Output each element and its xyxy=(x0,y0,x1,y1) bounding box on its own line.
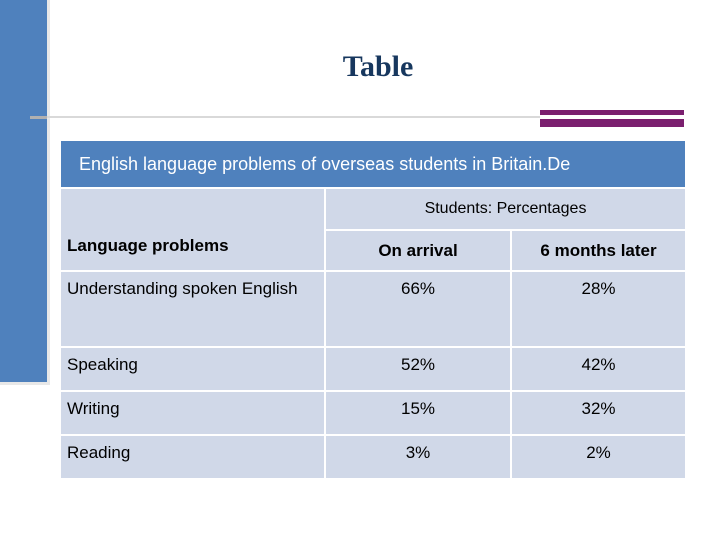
cell-six-months: 32% xyxy=(511,391,686,435)
cell-on-arrival: 3% xyxy=(325,435,511,479)
table-caption: English language problems of overseas students in Britain.De xyxy=(60,140,686,188)
cell-on-arrival: 66% xyxy=(325,271,511,347)
table-row xyxy=(60,271,686,347)
cell-six-months: 42% xyxy=(511,347,686,391)
cell-six-months: 2% xyxy=(511,435,686,479)
title-divider-gray-start xyxy=(30,116,47,119)
cell-six-months: 28% xyxy=(511,271,686,347)
cell-on-arrival: 52% xyxy=(325,347,511,391)
row-label: Writing xyxy=(60,391,325,435)
column-header-on-arrival: On arrival xyxy=(325,230,511,271)
title-divider-purple-top xyxy=(540,110,684,115)
row-label: Understanding spoken English xyxy=(60,271,325,347)
left-accent-bar-bottom-shadow xyxy=(0,382,50,385)
column-header-language-problems: Language problems xyxy=(60,188,325,271)
cell-on-arrival: 15% xyxy=(325,391,511,435)
table-row xyxy=(60,435,686,479)
table-row xyxy=(60,391,686,435)
group-header-students-percentages: Students: Percentages xyxy=(325,188,686,230)
table-caption-row xyxy=(60,140,686,188)
title-divider-purple-bottom xyxy=(540,119,684,127)
column-header-six-months: 6 months later xyxy=(511,230,686,271)
slide-title: Table xyxy=(342,50,414,83)
row-label: Speaking xyxy=(60,347,325,391)
row-label: Reading xyxy=(60,435,325,479)
data-table xyxy=(59,139,687,480)
title-divider-gray xyxy=(30,116,540,118)
table-group-header-row xyxy=(60,188,686,230)
table-row xyxy=(60,347,686,391)
